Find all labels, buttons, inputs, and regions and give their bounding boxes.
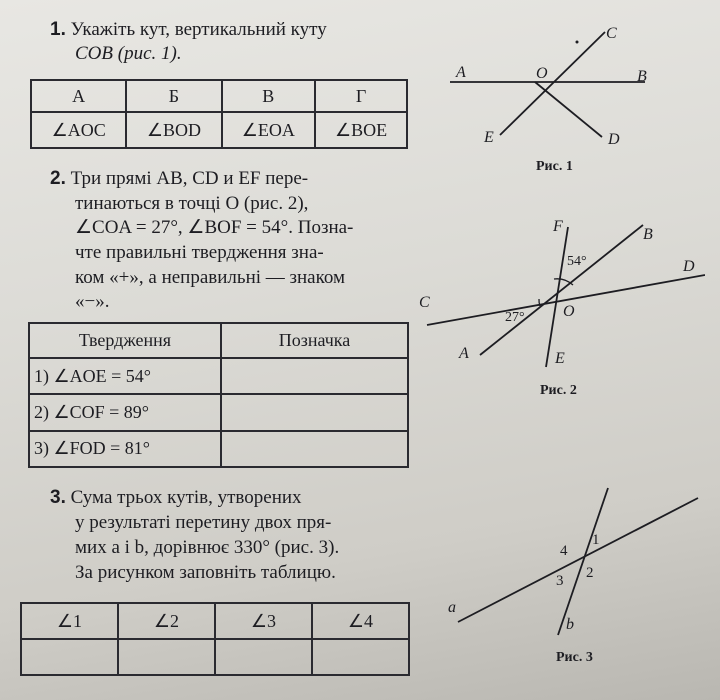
task1-option-g: ∠BOE	[315, 112, 407, 148]
task2-row-3: 3) ∠FOD = 81°	[29, 431, 221, 467]
fig2-angle-coa: 27°	[505, 310, 525, 325]
fig2-label-o: O	[563, 303, 575, 320]
fig1-label-e: E	[484, 129, 494, 146]
fig3-label-b: b	[566, 616, 574, 633]
task1-header-a: А	[31, 80, 126, 112]
task1-text-line2: COB (рис. 1).	[75, 43, 182, 64]
fig2-caption: Рис. 2	[540, 383, 577, 398]
task1-option-b: ∠BOD	[126, 112, 221, 148]
fig1-label-o: O	[536, 65, 548, 82]
task3-text-line2: у результаті перетину двох пря-	[75, 512, 332, 533]
task3-header-angle1: ∠1	[21, 603, 118, 639]
fig3-label-a: a	[448, 599, 456, 616]
fig2-label-a: A	[459, 345, 469, 362]
task3-header-angle3: ∠3	[215, 603, 312, 639]
task3-value-angle3[interactable]	[215, 639, 312, 675]
fig2-label-b: B	[643, 226, 653, 243]
fig3-angle-4: 4	[560, 543, 568, 559]
task1-text-line1: 1. Укажіть кут, вертикальний куту	[50, 19, 327, 40]
task3-text-line4: За рисунком заповніть таблицю.	[75, 562, 336, 583]
arc-coa	[539, 299, 540, 306]
figure-2	[415, 215, 705, 405]
task3-value-angle1[interactable]	[21, 639, 118, 675]
task2-mark-2[interactable]	[221, 394, 408, 430]
task2-text-line5: ком «+», а неправильні — знаком	[75, 267, 346, 288]
fig1-label-c: C	[606, 25, 617, 42]
task1-header-v: В	[222, 80, 316, 112]
task2-text-line3: ∠COA = 27°, ∠BOF = 54°. Позна-	[75, 217, 354, 238]
task3-text-line3: мих a і b, дорівнює 330° (рис. 3).	[75, 537, 340, 558]
task3-angles-table	[20, 602, 410, 676]
fig1-label-b: B	[637, 68, 647, 85]
task2-header-statement: Твердження	[29, 323, 221, 358]
task3-value-angle4[interactable]	[312, 639, 409, 675]
task2-row-1: 1) ∠AOE = 54°	[29, 358, 221, 394]
task1-header-b: Б	[126, 80, 221, 112]
line-b	[558, 488, 608, 635]
fig3-angle-3: 3	[556, 573, 564, 589]
fig3-caption: Рис. 3	[556, 650, 593, 665]
task1-option-v: ∠EOA	[222, 112, 316, 148]
fig1-caption: Рис. 1	[536, 159, 573, 174]
task3-header-angle4: ∠4	[312, 603, 409, 639]
figure-1	[440, 20, 670, 185]
line-ef	[546, 227, 568, 367]
figure-3	[440, 480, 710, 670]
task1-option-a: ∠AOC	[31, 112, 126, 148]
task2-statements-table	[28, 322, 409, 468]
fig2-label-d: D	[683, 258, 695, 275]
fig1-label-a: A	[456, 64, 466, 81]
line-ce	[500, 32, 605, 135]
task2-text-line4: чте правильні твердження зна-	[75, 242, 324, 263]
task3-header-angle2: ∠2	[118, 603, 215, 639]
fig2-label-e: E	[555, 350, 565, 367]
fig2-label-c: C	[419, 294, 430, 311]
task3-text-line1: 3. Сума трьох кутів, утворених	[50, 487, 302, 508]
fig3-angle-2: 2	[586, 565, 594, 581]
dot-mark	[576, 41, 579, 44]
task2-text-line2: тинаються в точці O (рис. 2),	[75, 193, 309, 214]
fig1-label-d: D	[608, 131, 620, 148]
task2-text-line1: 2. Три прямі AB, CD и EF пере-	[50, 168, 309, 189]
task2-mark-3[interactable]	[221, 431, 408, 467]
task2-text-line6: «−».	[75, 291, 110, 312]
task1-header-g: Г	[315, 80, 407, 112]
line-a	[458, 498, 698, 622]
ray-od	[535, 82, 602, 137]
task2-mark-1[interactable]	[221, 358, 408, 394]
task2-row-2: 2) ∠COF = 89°	[29, 394, 221, 430]
fig3-angle-1: 1	[592, 532, 600, 548]
task1-answer-table	[30, 79, 408, 149]
fig2-label-f: F	[553, 218, 563, 235]
fig2-angle-bof: 54°	[567, 254, 587, 269]
task3-value-angle2[interactable]	[118, 639, 215, 675]
task2-header-mark: Позначка	[221, 323, 408, 358]
